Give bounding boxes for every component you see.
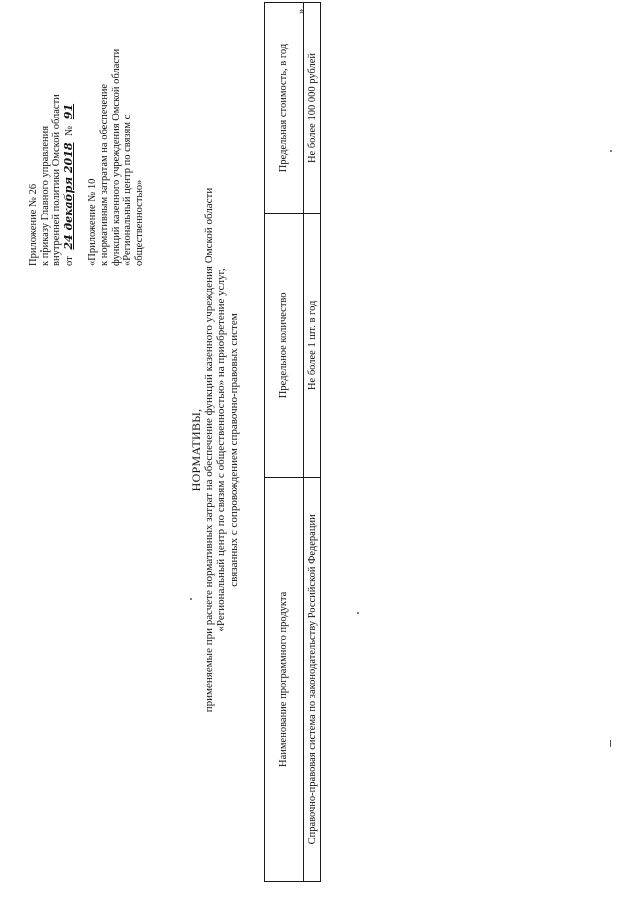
document-title <box>190 130 240 770</box>
closing-quote-mark: ». <box>296 6 307 14</box>
prev-appendix-line2: к нормативным затратам на обеспечение <box>98 83 110 266</box>
appendix-number: Приложение № 26 <box>28 183 39 266</box>
prev-appendix-line4: «Региональный центр по связям с <box>122 114 134 266</box>
table-header-row <box>265 3 304 882</box>
appendix-authority-line: внутренней политики Омской области <box>51 94 63 266</box>
prev-appendix-line5: общественностью» <box>133 179 145 266</box>
title-line-3: связанных с сопровождением справочно-правовых систем <box>227 313 240 587</box>
title-heading: НОРМАТИВЫ, <box>189 408 203 492</box>
number-prefix: № <box>63 125 75 136</box>
handwritten-number: 91 <box>61 103 75 120</box>
title-line-1: применяемые при расчете нормативных затрат на обеспечение функций казенного учреждения Омской области <box>202 187 215 713</box>
cell-max-cost: Не более 100 000 рублей <box>304 3 321 214</box>
appendix-order-line: к приказу Главного управления <box>39 125 51 266</box>
cell-max-quantity: Не более 1 шт. в год <box>304 213 321 477</box>
cell-product-name: Справочно-правовая система по законодательству Российской Федерации <box>304 477 321 881</box>
appendix-date-line <box>63 16 76 266</box>
appendix-block <box>28 16 145 266</box>
date-prefix: от <box>63 256 75 266</box>
title-line-2: «Региональный центр по связям с общественностью» на приобретение услуг, <box>215 268 227 632</box>
norms-table <box>264 2 321 882</box>
handwritten-date: 24 декабря 2018 <box>61 142 75 250</box>
header-max-quantity: Предельное количество <box>265 213 304 477</box>
header-max-cost: Предельная стоимость, в год <box>265 3 304 214</box>
prev-appendix-line3: функций казенного учреждения Омской области <box>110 48 122 266</box>
header-product-name: Наименование программного продукта <box>265 477 304 881</box>
prev-appendix-number: «Приложение № 10 <box>87 178 99 266</box>
table-row <box>304 3 321 882</box>
